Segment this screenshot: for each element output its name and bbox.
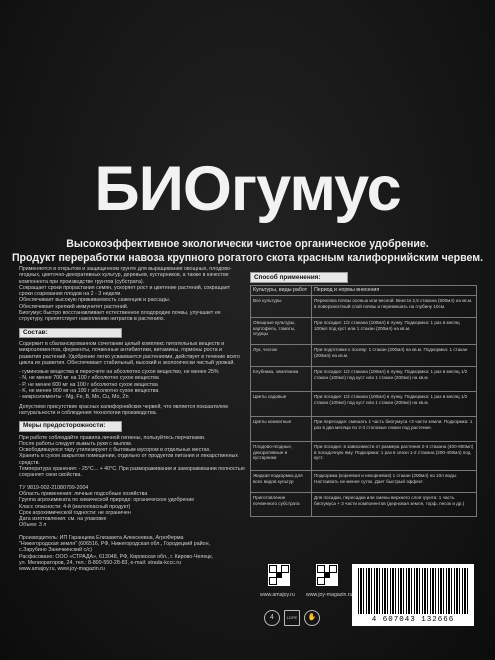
intro-paragraph: Обеспечивает высокую приживаемость саженцев и рассады. bbox=[19, 297, 171, 304]
crop-cell: Цветы комнатные bbox=[251, 417, 312, 442]
specs-list bbox=[19, 485, 245, 529]
composition-item: - K, не менее 900 мг на 100 г абсолютно сухое вещества bbox=[19, 388, 159, 395]
precaution-item: Хранить в сухом закрытом помещении, отдельно от продуктов питания и лекарственных средств. bbox=[19, 453, 238, 466]
spec-item: Срок агрохимической годности: не ограничен bbox=[19, 509, 131, 516]
precaution-item: Освободившуюся тару утилизируют с бытовым мусором в отдельных местах. bbox=[19, 447, 211, 454]
intro-paragraph: Биогумус быстро восстанавливает естественное плодородие почвы, улучшает ее структуру, препятствует накоплению нитратов в растениях. bbox=[19, 310, 221, 323]
producer-line: Производитель: ИП Гаранцева Елизавета Алексеевна, АгроФерма bbox=[19, 534, 184, 541]
ldpe-icon: LDPE bbox=[284, 610, 300, 626]
norm-cell: При пересадке: смешать 1 часть биогумуса +3 части земли. Подкормка: 1 раз в два месяца по 2-3 столовые ложки под растение. bbox=[312, 417, 477, 442]
barcode bbox=[352, 564, 474, 626]
spec-item: Класс опасности: 4-й (малоопасный продукт) bbox=[19, 503, 131, 510]
column-header-crops: Культуры, виды работ bbox=[251, 286, 312, 296]
producer-line: www.amajoy.ru, www.joy-magazin.ru bbox=[19, 566, 105, 573]
intro-paragraph: Применяется в открытом и защищенном грунте для выращивания овощных, плодово-ягодных, цветочно-декоративных культур, деревьев, кустарников, а также в качестве компонента при производстве грунтов (субстрата). bbox=[19, 266, 232, 285]
recycle-icon: 4 bbox=[264, 610, 280, 626]
producer-line: с.Зарубино Заничкинский с/с) bbox=[19, 547, 93, 554]
norm-cell: При посадке: 1/2 стакана (100мл) в лунку. Подкормка: 1 раз в месяц 1/2 стакан (100мл) под куст или 1 стакан (200мл) на кв.м. bbox=[312, 392, 477, 417]
barcode-bars bbox=[358, 568, 468, 614]
producer-line: Расфасовано: ООО «СТРАДА», 613048, РФ, Кировская обл., г. Кирово-Чепецк, bbox=[19, 553, 214, 560]
composition-note: Допустимо присутствие красных калифорнийских червей, что является показателем натуральности и соблюдения технологии производства. bbox=[19, 403, 228, 416]
product-title: БИОгумус bbox=[94, 154, 401, 224]
producer-line: ул. Мелиораторов, 24, тел.: 8-800-550-28-83, e-mail: strada-kccc.ru bbox=[19, 559, 182, 566]
url-amajoy[interactable]: www.amajoy.ru bbox=[260, 592, 295, 598]
precaution-item: После работы следует вымыть руки с мылом. bbox=[19, 440, 133, 447]
spec-item: Объем: 3 л bbox=[19, 522, 47, 529]
composition-item: - микроэлементы - Mg, Fe, B, Mn, Cu, Mo, Zn bbox=[19, 394, 129, 401]
precautions-list bbox=[19, 435, 245, 479]
spec-item: Область применения: личные подсобные хозяйства bbox=[19, 490, 148, 497]
table-row bbox=[251, 417, 477, 442]
spec-item: ТУ 9819-002-21080799-2004 bbox=[19, 484, 89, 491]
table-row bbox=[251, 345, 477, 367]
qr-code-amajoy[interactable] bbox=[268, 564, 290, 586]
producer-line: "Нижегородская земля" (606516, РФ, Нижегородская обл., Городецкий район, bbox=[19, 540, 210, 547]
table-row bbox=[251, 442, 477, 471]
table-row bbox=[251, 493, 477, 517]
crop-cell: Овощные культуры, картофель, томаты, огурцы bbox=[251, 318, 312, 345]
precaution-item: При работе соблюдайте правила личной гигиены, пользуйтесь перчатками. bbox=[19, 434, 206, 441]
crop-cell: Жидкая подкормка для всех видов культур bbox=[251, 471, 312, 493]
barcode-number: 4 607043 132666 bbox=[371, 616, 455, 624]
norm-cell: Перекопка почвы осенью или весной. Внести 2,5 стакана (500мл) на кв.м. в поверхностный слой почвы и перемешать на глубину 10см. bbox=[312, 296, 477, 318]
crop-cell: Лук, чеснок bbox=[251, 345, 312, 367]
intro-text bbox=[19, 266, 245, 323]
application-section bbox=[250, 266, 477, 517]
spec-item: Дата изготовления: см. на упаковке bbox=[19, 516, 107, 523]
norm-cell: При посадке: 1/2 стакана (100мл) в лунку. Подкормка: 1 раз в месяц 1/2 стакан (100мл) под куст или 1 стакан (200мл) на кв.м. bbox=[312, 367, 477, 392]
application-heading: Способ применения: bbox=[250, 272, 348, 283]
composition-item: - N, не менее 700 мг на 100 г абсолютно сухое вещества bbox=[19, 375, 159, 382]
norm-cell: Для посадки, пересадки или смены верхнего слоя грунта: 1 часть биогумуса + 3 части компонентов (дерновая земля, торф, песок и др.) bbox=[312, 493, 477, 517]
norm-cell: При посадке: 1/2 стакана (100мл) в лунку. Подкормка: 1 раз в месяц 100мл под куст или 1 стакан (200мл) на кв.м. bbox=[312, 318, 477, 345]
composition-text: Содержит в сбалансированном сочетании целый комплекс питательных веществ и микроэлементов, ферменты, почвенные антибиотики, витамины, гормоны роста и развития растений. Удобрение легко усваивается растениями, действует в течение всего цикла их развития. Обеспечивает стабильный, высокий и экологически чистый урожай. bbox=[19, 340, 240, 366]
table-header-row bbox=[251, 286, 477, 296]
norm-cell: При подготовке к посеву: 1 стакан (200мл) на кв.м. Подкормка: 1 стакан (200мл) на кв.м. bbox=[312, 345, 477, 367]
table-row bbox=[251, 367, 477, 392]
url-joy-magazin[interactable]: www.joy-magazin.ru bbox=[306, 592, 353, 598]
crop-cell: Приготовление почвенного субстрата bbox=[251, 493, 312, 517]
precautions-heading: Меры предосторожности: bbox=[19, 421, 122, 431]
intro-paragraph: Сокращает сроки прорастания семян, ускоряет рост и цветение растений, сокращает сроки созревания плодов на 2 - 3 недели. bbox=[19, 284, 231, 298]
subtitle-line-2: Продукт переработки навоза крупного рогатого скота красным калифорнийским червем. bbox=[11, 252, 484, 264]
composition-list bbox=[19, 369, 245, 400]
table-row bbox=[251, 392, 477, 417]
bottom-info bbox=[250, 558, 477, 654]
producer-info bbox=[19, 535, 245, 573]
column-header-norms: Период и нормы внесения bbox=[312, 286, 477, 296]
table-row bbox=[251, 296, 477, 318]
crop-cell: Клубника, земляника bbox=[251, 367, 312, 392]
care-icon: ✋ bbox=[304, 610, 320, 626]
norm-cell: При посадке: в зависимости от размера растения 2-4 стакана (400-800мл) в посадочную яму. Подкормка: 1 раз в сезон 1-2 стакана (200-400мл) под куст. bbox=[312, 442, 477, 471]
table-row bbox=[251, 471, 477, 493]
composition-item: - P, не менее 600 мг на 100 г абсолютно сухое вещества bbox=[19, 381, 158, 388]
crop-cell: Все культуры bbox=[251, 296, 312, 318]
package-icons bbox=[264, 610, 320, 626]
crop-cell: Цветы садовые bbox=[251, 392, 312, 417]
crop-cell: Плодово-ягодные, декоративные и кустарники bbox=[251, 442, 312, 471]
left-column bbox=[19, 266, 245, 572]
precaution-item: Температура хранения: - 25°С... + 40°С. При размораживании и замораживании полностью сохраняет свои свойства. bbox=[19, 466, 245, 479]
composition-heading: Состав: bbox=[19, 328, 122, 338]
table-row bbox=[251, 318, 477, 345]
composition-item: - гуминовые вещества в пересчете на абсолютно сухое вещество, не менее 25% bbox=[19, 369, 219, 376]
spec-item: Группа агрохимиката по химической природе: органическое удобрение bbox=[19, 497, 195, 504]
intro-paragraph: Обеспечивает крепкий иммунитет растений. bbox=[19, 303, 129, 310]
application-table bbox=[250, 285, 477, 517]
subtitle-line-1: Высокоэффективное экологически чистое органическое удобрение. bbox=[66, 238, 429, 250]
qr-code-joy-magazin[interactable] bbox=[316, 564, 338, 586]
norm-cell: Подкормка (корневая и некорневая) 1 стакан (200мл) на 10л воды. Настаивать не менее суток. Дает быстрый эффект. bbox=[312, 471, 477, 493]
